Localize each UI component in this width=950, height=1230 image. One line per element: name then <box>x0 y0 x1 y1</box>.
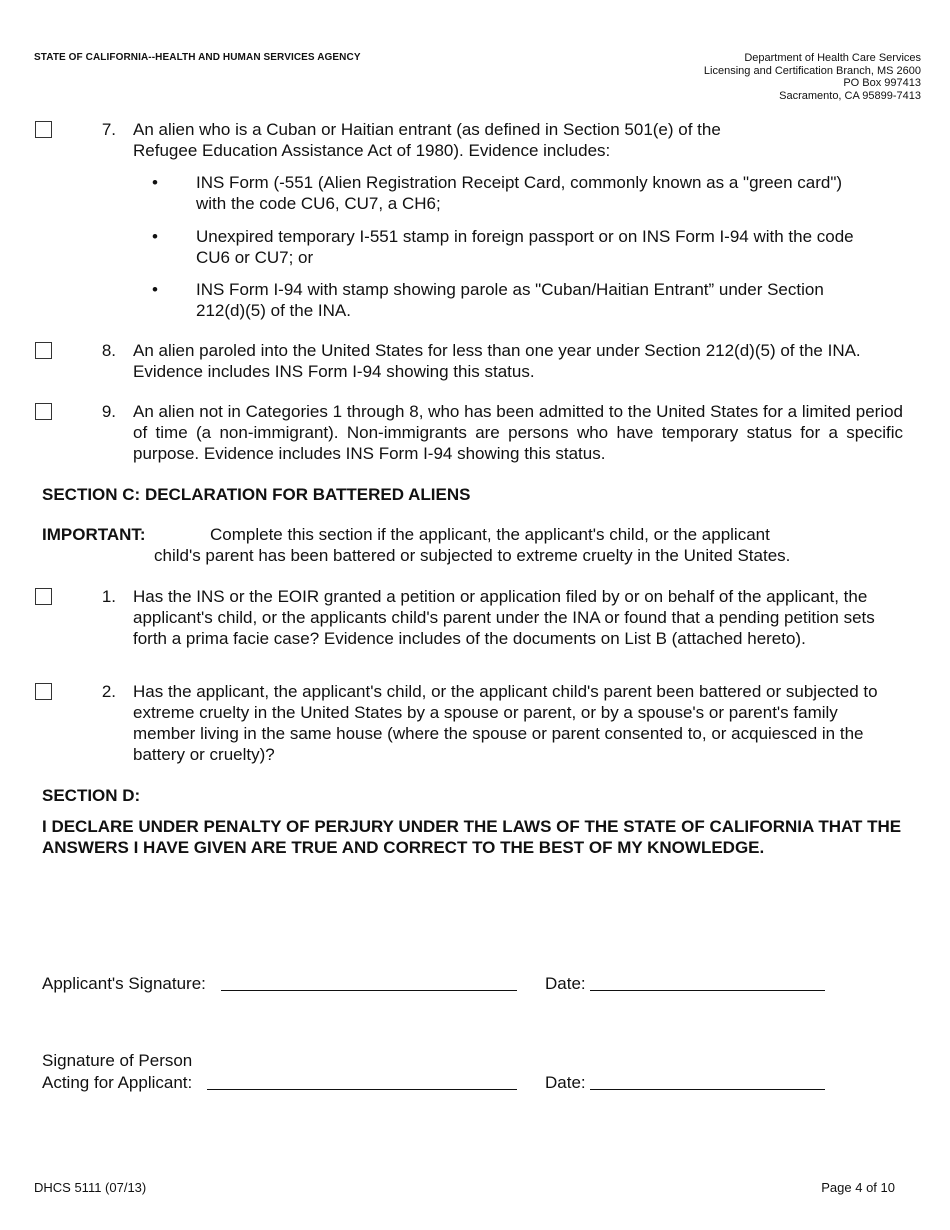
person-signature-label-line-2: Acting for Applicant: <box>42 1073 193 1092</box>
item-8-checkbox[interactable] <box>35 342 52 359</box>
question-1-checkbox[interactable] <box>35 588 52 605</box>
item-9-text: An alien not in Categories 1 through 8, who has been admitted to the United States for a limited period of time (a non-immigrant). Non-immigrants are persons who have temporary status for a specific purpose. Evidence includes INS Form I-94 showing this status. <box>133 402 903 463</box>
important-label: IMPORTANT: <box>42 525 146 544</box>
item-7-number: 7. <box>101 120 116 139</box>
applicant-date-line[interactable] <box>590 990 825 991</box>
item-8-text: An alien paroled into the United States for less than one year under Section 212(d)(5) of the INA. Evidence includes INS Form I-94 showing this status. <box>133 341 861 381</box>
person-signature-label-line-1: Signature of Person <box>42 1051 193 1070</box>
person-signature-line[interactable] <box>207 1089 517 1090</box>
question-2-text: Has the applicant, the applicant's child, or the applicant child's parent been battered or subjected to extreme cruelty in the United States by a spouse or parent, or by a spouse's or parent's family member living in the same house (where the spouse or parent consented to, or acquiesced in the battery or cruelty)? <box>133 682 878 764</box>
address-line: PO Box 997413 <box>843 77 921 89</box>
applicant-signature-line[interactable] <box>221 990 517 991</box>
important-text-line-1: Complete this section if the applicant, the applicant's child, or the applicant <box>210 525 770 544</box>
item-8-number: 8. <box>101 341 116 360</box>
applicant-signature-label: Applicant's Signature: <box>42 974 206 993</box>
question-1-text: Has the INS or the EOIR granted a petition or application filed by or on behalf of the applicant, the applicant's child, or the applicants child's parent under the INA or found that a pending petition sets forth a prima facie case? Evidence includes of the documents on List B (attached hereto). <box>133 587 875 648</box>
bullet-icon: • <box>152 173 158 192</box>
item-7-bullet-1: INS Form (-551 (Alien Registration Receipt Card, commonly known as a "green card") with the code CU6, CU7, a CH6; <box>196 173 843 213</box>
address-line: Sacramento, CA 95899-7413 <box>779 89 921 102</box>
page-number: Page 4 of 10 <box>821 1180 895 1195</box>
perjury-declaration: I DECLARE UNDER PENALTY OF PERJURY UNDER THE LAWS OF THE STATE OF CALIFORNIA THAT THE ANSWERS I HAVE GIVEN ARE TRUE AND CORRECT TO THE BEST OF MY KNOWLEDGE. <box>42 817 902 857</box>
item-9-checkbox[interactable] <box>35 403 52 420</box>
question-2-checkbox[interactable] <box>35 683 52 700</box>
address-line: Department of Health Care Services <box>744 52 921 64</box>
address-line: Licensing and Certification Branch, MS 2600 <box>703 64 921 77</box>
item-7-text: An alien who is a Cuban or Haitian entrant (as defined in Section 501(e) of the Refugee Education Assistance Act of 1980). Evidence includes: <box>133 120 721 160</box>
item-7-checkbox[interactable] <box>35 121 52 138</box>
date-label: Date: <box>545 974 586 993</box>
section-d-title: SECTION D: <box>42 786 141 805</box>
question-1-number: 1. <box>101 587 116 606</box>
item-9-number: 9. <box>101 402 116 421</box>
item-7-bullet-2: Unexpired temporary I-551 stamp in foreign passport or on INS Form I-94 with the code CU6 or CU7; or <box>196 227 854 267</box>
item-7-bullet-3: INS Form I-94 with stamp showing parole as "Cuban/Haitian Entrant” under Section 212(d)(5) of the INA. <box>196 280 824 320</box>
agency-header: STATE OF CALIFORNIA--HEALTH AND HUMAN SERVICES AGENCY <box>34 52 361 63</box>
section-c-title: SECTION C: DECLARATION FOR BATTERED ALIENS <box>42 485 471 504</box>
form-id: DHCS 5111 (07/13) <box>34 1180 147 1195</box>
question-2-number: 2. <box>101 682 116 701</box>
bullet-icon: • <box>152 280 158 299</box>
department-address <box>601 52 921 102</box>
bullet-icon: • <box>152 227 158 246</box>
date-label: Date: <box>545 1073 586 1092</box>
important-text-line-2: child's parent has been battered or subjected to extreme cruelty in the United States. <box>154 546 791 565</box>
person-date-line[interactable] <box>590 1089 825 1090</box>
